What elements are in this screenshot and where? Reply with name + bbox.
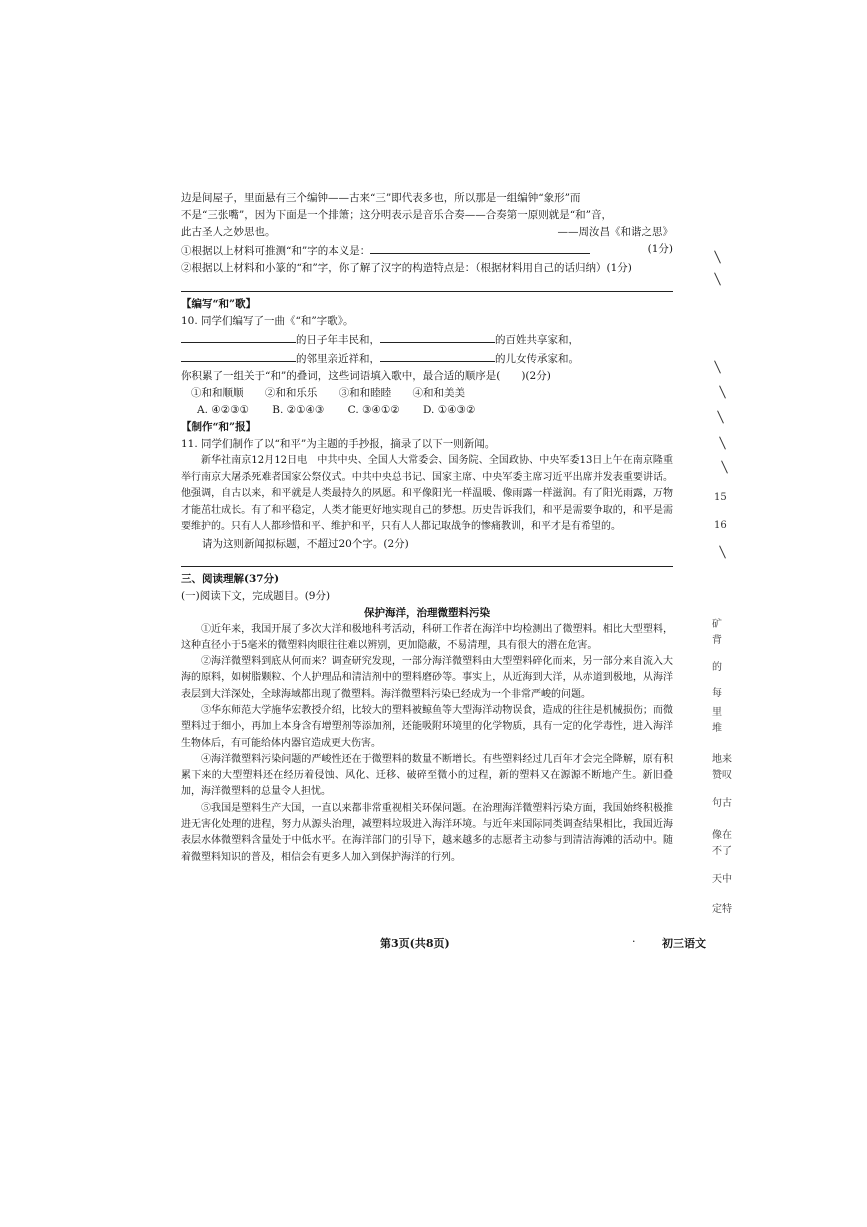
bleed-text: 赞叹 [712, 770, 732, 781]
article-paragraph: ②海洋微塑料到底从何而来？调查研究发现，一部分海洋微塑料由大型塑料碎化而来，另一部分来自流入大海的原料，如树脂颗粒、个人护理品和清洁剂中的塑料磨砂等。事实上，从近海到大洋，从赤道到极地，从海洋表层到大洋深处，全球海域都出现了微塑料。海洋微塑料污染已经成为一个非常严峻的问题。 [181, 656, 673, 700]
question-9-1-text: ①根据以上材料可推测“和”字的本义是： [181, 245, 371, 257]
song-line-1 [181, 330, 673, 349]
bleed-text: 每 [712, 688, 722, 699]
bleed-text: 矿 [712, 619, 722, 630]
article-paragraph: ③华东师范大学施华宏教授介绍，比较大的塑料被鲸鱼等大型海洋动物误食，造成的往往是机械损伤；而微塑料过于细小，再加上本身含有增塑剂等添加剂，还能吸附环境里的化学物质，具有一定的化学毒性，进入海洋生物体后，有可能给体内器官造成更大伤害。 [181, 704, 673, 749]
bleed-text: 定特 [712, 904, 732, 915]
bleed-text: 的 [712, 662, 722, 673]
article-paragraph: ⑤我国是塑料生产大国，一直以来都非常重视相关环保问题。在治理海洋微塑料污染方面，我国始终积极推进无害化处理的进程，努力从源头治理，减塑料垃圾进入海洋环境。与近年来国际同类调查结果相比，我国近海表层水体微塑料含量处于中低水平。在海洋部门的引导下，越来越多的志愿者主动参与到清洁海滩的活动中。随着微塑料知识的普及，相信会有更多人加入到保护海洋的行列。 [181, 802, 673, 863]
bleed-mark [717, 410, 724, 423]
bleed-text: 背 [712, 635, 722, 646]
bleed-mark [714, 272, 721, 285]
article-paragraph: ④海洋微塑料污染问题的严峻性还在于微塑料的数量不断增长。有些塑料经过几百年才会完全降解，原有积累下来的大型塑料还在经历着侵蚀、风化、迁移、破碎至微小的过程，新的塑料又在源源不断地产生。新旧叠加，海洋微塑料的总量令人担忧。 [181, 753, 673, 798]
bleed-text: 15 [714, 492, 727, 503]
question-10-prompt: 你积累了一组关于“和”的叠词，这些词语填入歌中，最合适的顺序是( )(2分) [181, 370, 551, 382]
bleed-mark [714, 360, 721, 373]
material-line-1: 边是间屋子，里面悬有三个编钟——古来“三”即代表多也，所以那是一组编钟“象形”而 [181, 192, 581, 204]
choice-b[interactable]: B. ②①④③ [272, 404, 325, 416]
song-blank-2[interactable] [380, 330, 495, 343]
bleed-mark [719, 545, 726, 558]
question-9-2: ②根据以上材料和小篆的“和”字，你了解了汉字的构造特点是：（根据材料用自己的话归纳）(1分) [181, 262, 632, 274]
bleed-text: 16 [714, 520, 727, 531]
answer-line[interactable] [181, 566, 673, 567]
question-9-1 [181, 241, 673, 260]
song-line-1b: 的百姓共享家和， [495, 334, 579, 346]
bleed-text: 不了 [712, 846, 732, 857]
word-options [181, 385, 673, 402]
page-number: 第3页(共8页) [380, 937, 450, 950]
answer-choices [181, 402, 673, 419]
word-option: ①和和顺顺 [191, 387, 244, 399]
material-source: ——周汝昌《和谐之思》 [557, 226, 673, 238]
song-blank-4[interactable] [380, 349, 495, 362]
choice-c[interactable]: C. ③④①② [347, 404, 400, 416]
bleed-mark [721, 460, 728, 473]
bleed-text: 堆 [712, 723, 722, 734]
answer-line[interactable] [181, 291, 673, 292]
bleed-text: 句古 [712, 798, 732, 809]
bleed-text: 天中 [712, 874, 732, 885]
word-option: ③和和睦睦 [338, 387, 392, 399]
article-title: 保护海洋，治理微塑料污染 [364, 606, 490, 619]
bleed-mark [719, 436, 726, 449]
page-content [181, 190, 673, 866]
news-title-task: 请为这则新闻拟标题，不超过20个字。(2分) [202, 537, 409, 550]
answer-blank-9-1[interactable] [370, 241, 590, 254]
question-11: 11. 同学们制作了以“和平”为主题的手抄报，摘录了以下一则新闻。 [181, 438, 496, 450]
article-body [181, 622, 673, 866]
section-news-heading: 【制作“和”报】 [181, 421, 257, 433]
song-line-2b: 的儿女传承家和。 [495, 353, 579, 365]
question-10: 10. 同学们编写了一曲《“和”字歌》。 [181, 315, 354, 327]
song-line-2a: 的邻里亲近祥和， [296, 353, 380, 365]
reading-heading: 三、阅读理解(37分) [181, 572, 280, 585]
material-line-3 [181, 224, 673, 241]
bleed-mark [719, 385, 726, 398]
bleed-text: 像在 [712, 830, 732, 841]
material-line-3-text: 此古圣人之妙思也。 [181, 226, 276, 238]
section-song-heading: 【编写“和”歌】 [181, 298, 257, 310]
reading-subheading: (一)阅读下文，完成题目。(9分) [181, 589, 331, 602]
footer-dot: · [632, 935, 636, 948]
question-9-1-score: (1分) [647, 243, 673, 255]
bleed-text: 地来 [712, 754, 732, 765]
song-line-2 [181, 349, 673, 368]
song-blank-3[interactable] [181, 349, 296, 362]
news-text: 新华社南京12月12日电 中共中央、全国人大常委会、国务院、全国政协、中央军委13日上午在南京隆重举行南京大屠杀死难者国家公祭仪式。中共中央总书记、国家主席、中央军委主席习近平出席并发表重要讲话。他强调，自古以来，和平就是人类最持久的夙愿。和平像阳光一样温暖、像雨露一样滋润。有了阳光雨露，万物才能茁壮成长。有了和平稳定，人类才能更好地实现自己的梦想。历史告诉我们，和平是需要争取的，和平是需要维护的。只有人人都珍惜和平、维护和平，只有人人都记取战争的惨痛教训，和平才是有希望的。 [181, 455, 673, 532]
word-option: ②和和乐乐 [264, 387, 318, 399]
choice-a[interactable]: A. ④②③① [197, 404, 249, 416]
bleed-text: 里 [712, 707, 722, 718]
choice-d[interactable]: D. ①④③② [423, 404, 476, 416]
song-blank-1[interactable] [181, 330, 296, 343]
word-option: ④和和美美 [412, 387, 466, 399]
bleed-mark [714, 250, 721, 263]
song-line-1a: 的日子年丰民和， [296, 334, 380, 346]
subject-label: 初三语文 [662, 937, 706, 950]
material-line-2: 不是“三张嘴”，因为下面是一个排箫；这分明表示是音乐合奏——合奏第一原则就是“和”音， [181, 209, 612, 221]
article-paragraph: ①近年来，我国开展了多次大洋和极地科考活动，科研工作者在海洋中均检测出了微塑料。相比大型塑料，这种直径小于5毫米的微塑料肉眼往往难以辨别，更加隐蔽，不易清理，具有很大的潜在危害。 [181, 623, 673, 651]
